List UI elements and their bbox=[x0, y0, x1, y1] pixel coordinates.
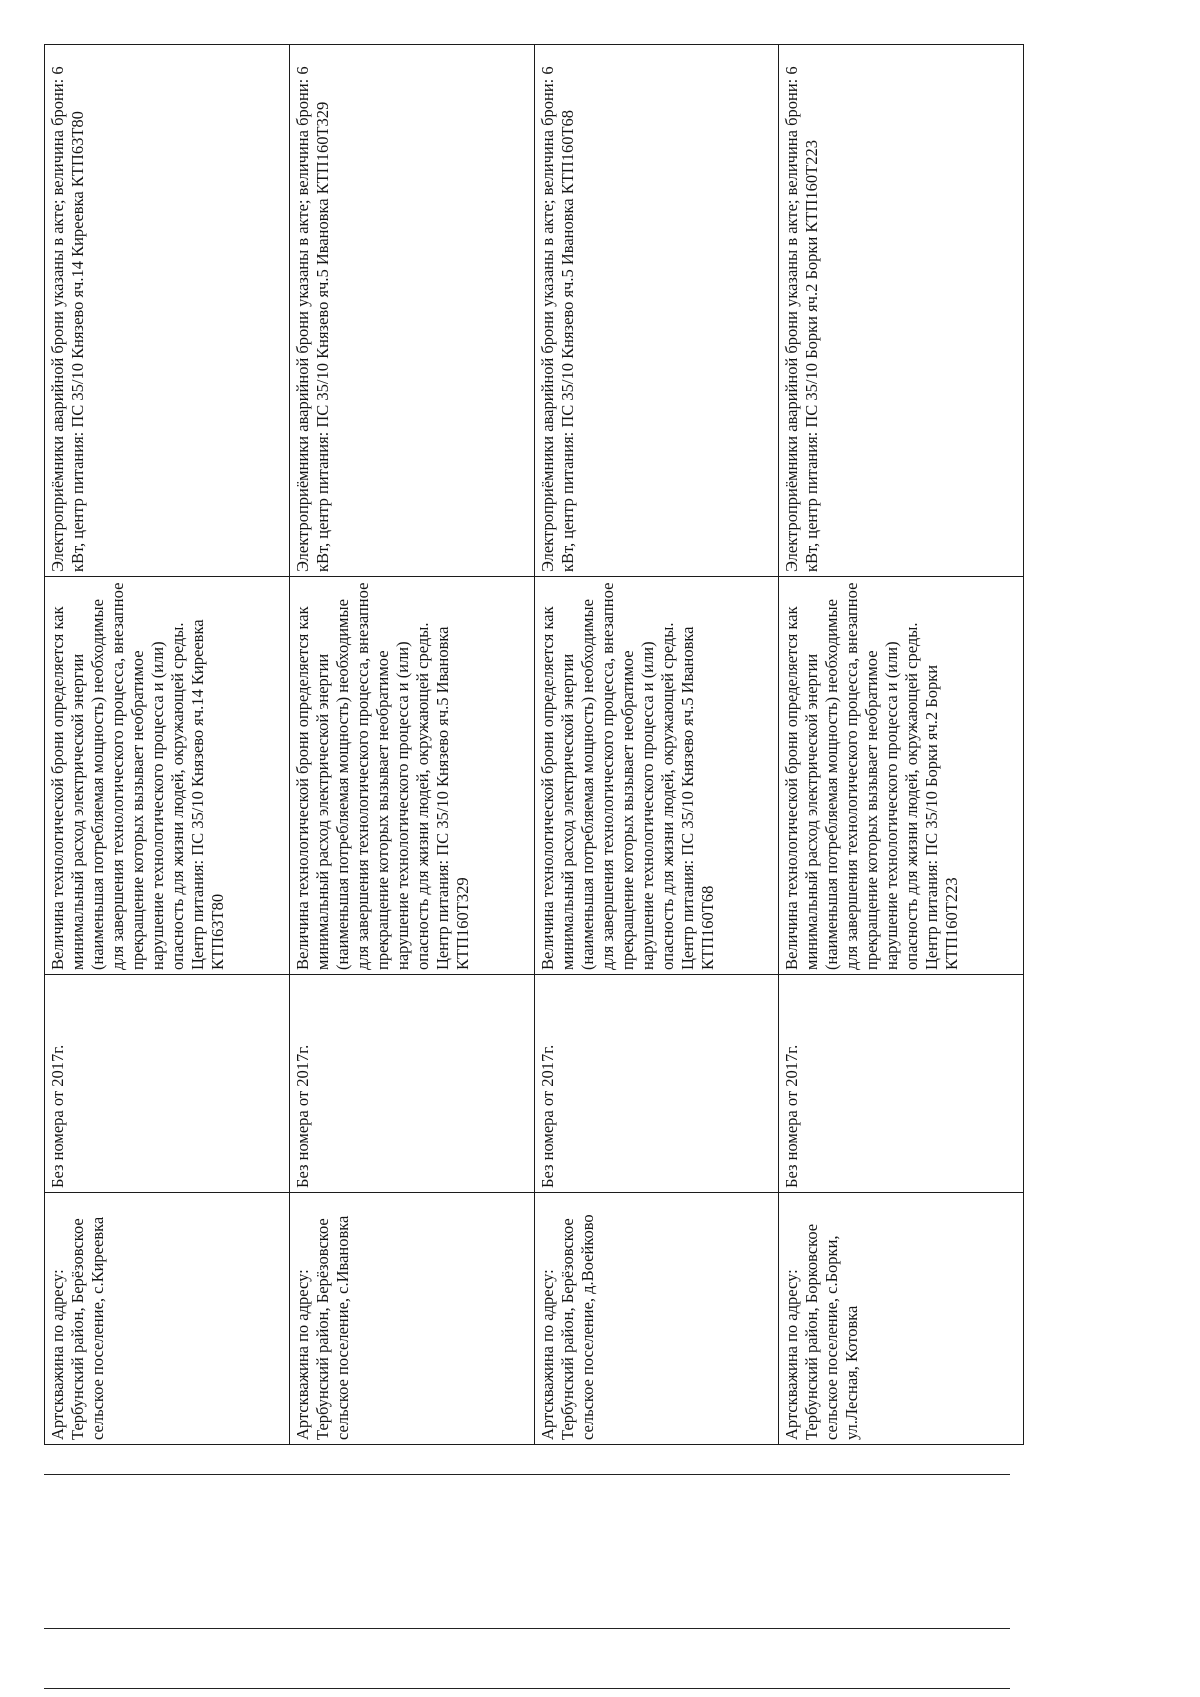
act-number-cell: Без номера от 2017г. bbox=[779, 975, 1024, 1193]
table-row bbox=[45, 45, 290, 1445]
reserve-table bbox=[44, 44, 1024, 1445]
technological-reserve-cell: Величина технологической брони определяется как минимальный расход электрической энергии (наименьшая потребляемая мощность) необходимые для завершения технологического процесса, внезапное прекращение которых вызывает необратимое нарушение технологического процесса и (или) опасность для жизни людей, окружающей среды. Центр питания: ПС 35/10 Борки яч.2 Борки КТП160Т223 bbox=[779, 577, 1024, 975]
act-number-cell: Без номера от 2017г. bbox=[289, 975, 534, 1193]
act-number-cell: Без номера от 2017г. bbox=[534, 975, 779, 1193]
horizontal-rule bbox=[44, 1688, 1010, 1689]
horizontal-rule bbox=[44, 1628, 1010, 1629]
table-row bbox=[289, 45, 534, 1445]
emergency-reserve-cell: Электроприёмники аварийной брони указаны в акте; величина брони: 6 кВт, центр питания: ПС 35/10 Князево яч.5 Ивановка КТП160Т68 bbox=[534, 45, 779, 577]
horizontal-rule bbox=[44, 1474, 1010, 1475]
object-address-cell: Артскважина по адресу: Тербунский район, Берёзовское сельское поселение, с.Киреевка bbox=[45, 1193, 290, 1445]
object-address-cell: Артскважина по адресу: Тербунский район, Берёзовское сельское поселение, д.Воейково bbox=[534, 1193, 779, 1445]
emergency-reserve-cell: Электроприёмники аварийной брони указаны в акте; величина брони: 6 кВт, центр питания: ПС 35/10 Борки яч.2 Борки КТП160Т223 bbox=[779, 45, 1024, 577]
object-address-cell: Артскважина по адресу: Тербунский район, Берёзовское сельское поселение, с.Ивановка bbox=[289, 1193, 534, 1445]
emergency-reserve-cell: Электроприёмники аварийной брони указаны в акте; величина брони: 6 кВт, центр питания: ПС 35/10 Князево яч.14 Киреевка КТП63Т80 bbox=[45, 45, 290, 577]
object-address-cell: Артскважина по адресу: Тербунский район, Борковское сельское поселение, с.Борки, ул.Лесная, Котовка bbox=[779, 1193, 1024, 1445]
emergency-reserve-cell: Электроприёмники аварийной брони указаны в акте; величина брони: 6 кВт, центр питания: ПС 35/10 Князево яч.5 Ивановка КТП160Т329 bbox=[289, 45, 534, 577]
rotated-page-content bbox=[44, 45, 1024, 1445]
technological-reserve-cell: Величина технологической брони определяется как минимальный расход электрической энергии (наименьшая потребляемая мощность) необходимые для завершения технологического процесса, внезапное прекращение которых вызывает необратимое нарушение технологического процесса и (или) опасность для жизни людей, окружающей среды. Центр питания: ПС 35/10 Князево яч.14 Киреевка КТП63Т80 bbox=[45, 577, 290, 975]
technological-reserve-cell: Величина технологической брони определяется как минимальный расход электрической энергии (наименьшая потребляемая мощность) необходимые для завершения технологического процесса, внезапное прекращение которых вызывает необратимое нарушение технологического процесса и (или) опасность для жизни людей, окружающей среды. Центр питания: ПС 35/10 Князево яч.5 Ивановка КТП160Т68 bbox=[534, 577, 779, 975]
act-number-cell: Без номера от 2017г. bbox=[45, 975, 290, 1193]
table-row bbox=[779, 45, 1024, 1445]
technological-reserve-cell: Величина технологической брони определяется как минимальный расход электрической энергии (наименьшая потребляемая мощность) необходимые для завершения технологического процесса, внезапное прекращение которых вызывает необратимое нарушение технологического процесса и (или) опасность для жизни людей, окружающей среды. Центр питания: ПС 35/10 Князево яч.5 Ивановка КТП160Т329 bbox=[289, 577, 534, 975]
table-row bbox=[534, 45, 779, 1445]
